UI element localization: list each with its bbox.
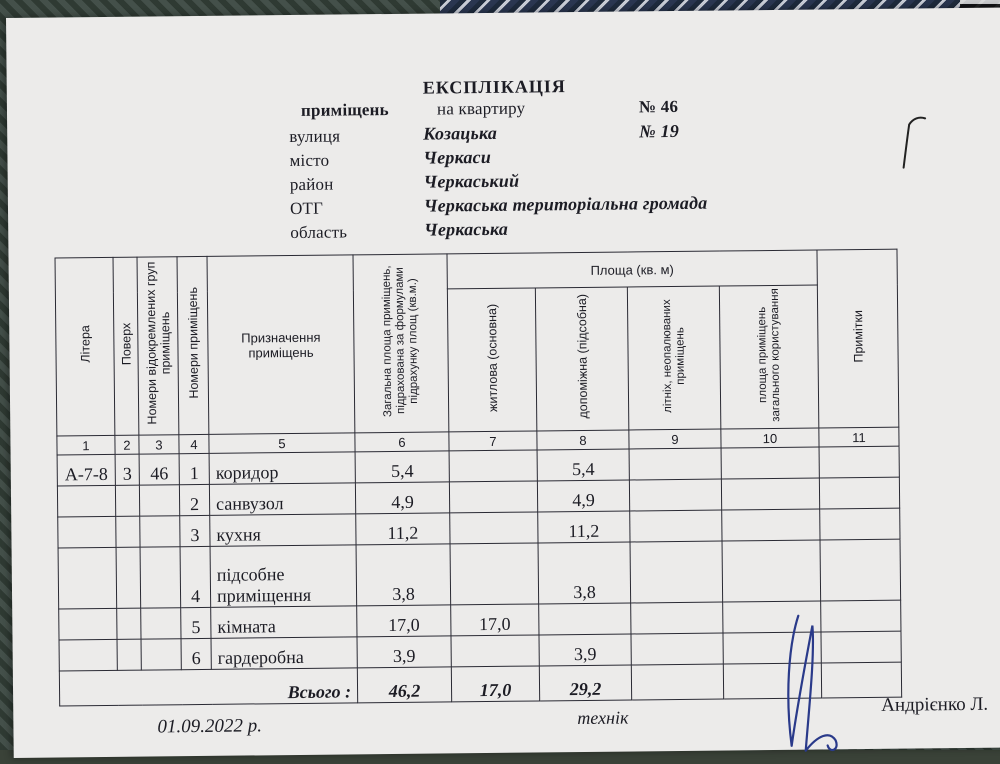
col-header-room-numbers: Номери приміщень <box>177 256 209 434</box>
document-title: ЕКСПЛІКАЦІЯ <box>422 76 566 98</box>
cell-summer <box>631 633 723 665</box>
cell-living <box>449 450 537 482</box>
apartment-label: на квартиру <box>436 98 526 119</box>
region-label: область <box>290 222 348 243</box>
col-index: 6 <box>355 432 449 452</box>
cell-litera: А-7-8 <box>57 454 115 486</box>
cell-total: 17,0 <box>357 605 451 637</box>
house-number: № 19 <box>639 120 680 142</box>
community-label: ОТГ <box>289 198 324 219</box>
totals-living-area: 17,0 <box>451 666 539 702</box>
cell-purpose: кухня <box>210 514 356 547</box>
city-label: місто <box>289 150 330 171</box>
cell-litera <box>59 639 117 671</box>
region-value: Черкаська <box>424 218 509 240</box>
cell-purpose: кімната <box>211 606 357 639</box>
cell-group: 46 <box>139 454 179 485</box>
cell-common <box>722 509 820 541</box>
cell-floor <box>116 547 141 608</box>
community-value: Черкаська територіальна громада <box>423 192 708 216</box>
cell-room-number: 2 <box>179 484 209 515</box>
col-index: 2 <box>115 435 139 454</box>
totals-empty <box>631 664 723 700</box>
cell-room-number: 5 <box>181 607 211 638</box>
cell-group <box>140 516 180 547</box>
cell-room-number: 6 <box>181 638 211 669</box>
cell-purpose <box>210 545 357 608</box>
col-header-summer: літніх, неопалюваних приміщень <box>627 286 720 430</box>
col-header-floor: Поверх <box>113 257 139 435</box>
cell-living <box>450 512 538 544</box>
cell-room-number: 3 <box>180 515 210 546</box>
cell-summer <box>630 541 723 603</box>
cell-floor <box>117 639 141 670</box>
cell-group <box>140 547 181 608</box>
cell-summer <box>631 602 723 634</box>
cell-living <box>450 543 539 605</box>
cell-living <box>451 635 539 667</box>
cell-notes <box>820 539 901 601</box>
cell-litera <box>58 547 117 609</box>
totals-total-area: 46,2 <box>357 667 451 703</box>
cell-group <box>139 485 179 516</box>
explication-sheet <box>51 72 998 762</box>
cell-total: 11,2 <box>356 513 450 545</box>
col-index: 10 <box>721 428 819 448</box>
cell-total: 4,9 <box>355 482 449 514</box>
cell-summer <box>630 510 722 542</box>
cell-total: 3,8 <box>356 544 451 606</box>
document-page <box>6 8 1000 758</box>
cell-floor <box>117 608 141 639</box>
cell-summer <box>629 479 721 511</box>
col-index: 4 <box>179 434 209 453</box>
cell-notes <box>819 446 899 478</box>
street-label: вулиця <box>289 126 341 147</box>
col-index: 8 <box>537 430 629 450</box>
district-value: Черкаський <box>423 170 520 192</box>
col-header-purpose: Призначення приміщень <box>207 255 355 435</box>
technician-label: технік <box>577 707 629 729</box>
col-index: 1 <box>57 435 115 455</box>
col-header-total-area: Загальна площа приміщень, підрахована за формулами підрахунку площ (кв.м.) <box>353 254 449 433</box>
cell-notes <box>820 508 900 540</box>
totals-auxiliary-area: 29,2 <box>539 665 631 701</box>
col-header-area-group: Площа (кв. м) <box>447 250 817 289</box>
col-header-notes: Примітки <box>817 249 899 428</box>
cell-summer <box>629 448 721 480</box>
col-index: 5 <box>209 433 355 454</box>
district-label: район <box>289 174 334 195</box>
pen-mark-image <box>899 112 930 172</box>
cell-purpose: коридор <box>209 452 355 485</box>
cell-common <box>721 447 819 479</box>
col-header-group-numbers: Номери відокремлених груп приміщень <box>137 257 179 435</box>
col-index: 9 <box>629 429 721 449</box>
cell-floor <box>116 516 140 547</box>
table-row <box>58 539 901 609</box>
cell-group <box>141 608 181 639</box>
cell-auxiliary <box>539 603 631 635</box>
cell-auxiliary: 5,4 <box>537 449 629 481</box>
signature-image <box>768 605 860 756</box>
cell-total: 3,9 <box>357 636 451 668</box>
technician-name: Андрієнко Л. <box>881 693 989 716</box>
purpose-line-2: приміщення <box>216 584 312 606</box>
cell-floor <box>115 485 139 516</box>
street-value: Козацька <box>423 122 498 144</box>
col-header-living: житлова (основна) <box>447 288 536 432</box>
cell-living: 17,0 <box>451 604 539 636</box>
cell-notes <box>819 477 899 509</box>
col-header-auxiliary: допоміжна (підсобна) <box>535 287 628 431</box>
city-value: Черкаси <box>423 146 492 168</box>
cell-auxiliary: 4,9 <box>537 480 629 512</box>
apartment-number: № 46 <box>638 96 679 117</box>
totals-label: Всього : <box>59 668 357 706</box>
cell-litera <box>58 516 116 548</box>
purpose-line-1: підсобне <box>216 564 285 585</box>
col-header-litera: Літера <box>55 257 115 436</box>
cell-room-number: 4 <box>180 546 211 607</box>
col-index: 3 <box>139 435 179 454</box>
cell-litera <box>59 608 117 640</box>
cell-living <box>449 481 537 513</box>
cell-total: 5,4 <box>355 451 449 483</box>
cell-room-number: 1 <box>179 453 209 484</box>
premises-label: приміщень <box>300 99 389 120</box>
cell-auxiliary: 3,9 <box>539 634 631 666</box>
cell-floor: 3 <box>115 454 139 485</box>
cell-group <box>141 639 181 670</box>
cell-litera <box>57 485 115 517</box>
col-index: 11 <box>819 427 899 447</box>
cell-auxiliary: 3,8 <box>538 542 631 604</box>
cell-purpose: санвузол <box>209 483 355 516</box>
document-date: 01.09.2022 р. <box>157 715 263 738</box>
col-header-common-use: площа приміщень загального користування <box>719 285 818 429</box>
cell-auxiliary: 11,2 <box>538 511 630 543</box>
col-index: 7 <box>449 431 537 451</box>
cell-purpose: гардеробна <box>211 637 357 670</box>
cell-common <box>721 478 819 510</box>
cell-common <box>722 540 821 602</box>
